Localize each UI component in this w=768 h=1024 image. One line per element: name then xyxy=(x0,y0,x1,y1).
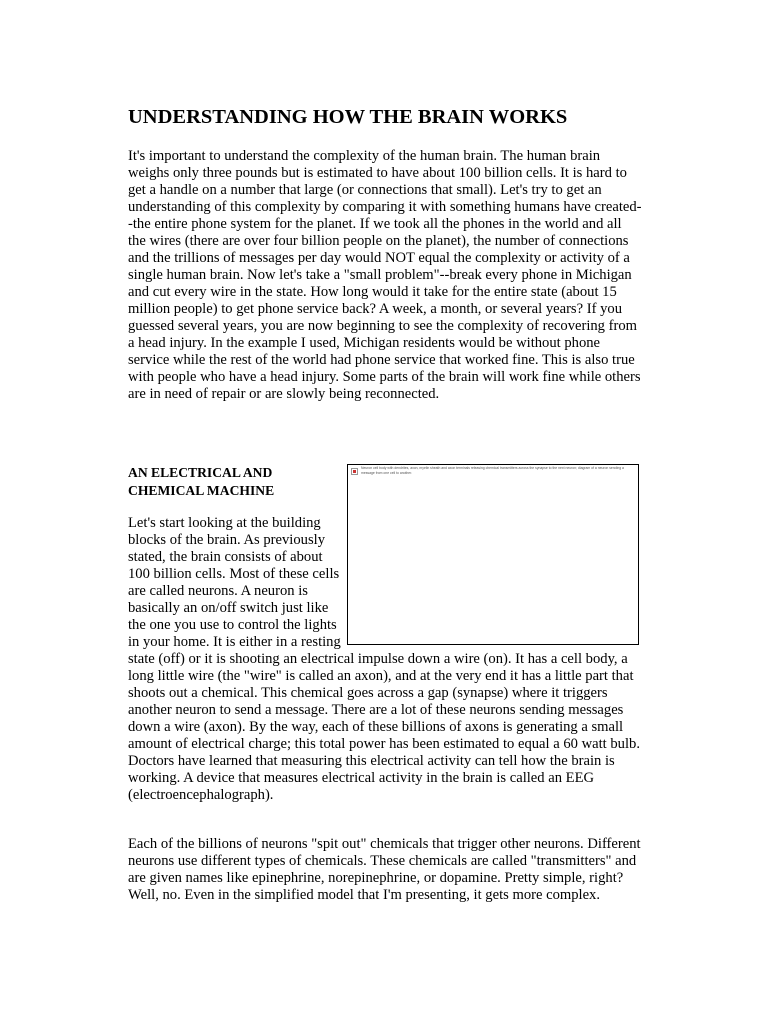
section-paragraph-1-text: Let's start looking at the building blocks of the brain. As previously stated, the brain consists of about 100 billion cells. Most of these cells are called neurons. A neuron is basically an on/off switch just like the one you use to control the lights in your home. It is either in a resting state (off) or it is shooting an electrical impulse down a wire (on). It has a cell body, a long little wire (the "wire" is called an axon), and at the very end it has a little part that shoots out a chemical. This chemical goes across a gap (synapse) where it triggers another neuron to send a message. There are a lot of these neurons sending messages down a wire (axon). By the way, each of these billions of axons is generating a small amount of electrical charge; this total power has been estimated to equal a 60 watt bulb. Doctors have learned that measuring this electrical activity can tell how the brain is working. A device that measures electrical activity in the brain is called an EEG (electroencephalograph). xyxy=(128,515,640,803)
intro-paragraph: It's important to understand the complexity of the human brain. The human brain weighs only three pounds but is estimated to have about 100 billion cells. It is hard to get a handle on a number that large (or connections that small). Let's try to get an understanding of this complexity by comparing it with something humans have created--the entire phone system for the planet. If we took all the phones in the world and all the wires (there are over four billion people on the planet), the number of connections and the trillions of messages per day would NOT equal the complexity or activity of a single human brain. Now let's take a "small problem"--break every phone in Michigan and cut every wire in the state. How long would it take for the entire state (about 15 million people) to get phone service back? A week, a month, or several years? If you guessed several years, you are now beginning to see the complexity of recovering from a head injury. In the example I used, Michigan residents would be without phone service while the rest of the world had phone service that worked fine. This is also true with people who have a head injury. Some parts of the brain will work fine while others are in need of repair or are slowly being reconnected. xyxy=(128,148,642,402)
page-title: UNDERSTANDING HOW THE BRAIN WORKS xyxy=(128,106,568,128)
section-heading: AN ELECTRICAL AND CHEMICAL MACHINE xyxy=(128,465,275,498)
section-paragraph-2: Each of the billions of neurons "spit out" chemicals that trigger other neurons. Different neurons use different types of chemicals. These chemicals are called "transmitters" and are given names like epinephrine, norepinephrine, or dopamine. Pretty simple, right? Well, no. Even in the simplified model that I'm presenting, it gets more complex. xyxy=(128,836,641,903)
figure-wrap-spacer xyxy=(347,515,643,651)
section-paragraph-1 xyxy=(128,515,643,804)
broken-image-icon xyxy=(351,468,358,475)
figure-alt-text: Neuron cell body with dendrites, axon, myelin sheath and axon terminals releasing chemical transmitters across the synapse to the next neuron; diagram of a neuron sending a message from one cell to another. xyxy=(361,466,624,475)
